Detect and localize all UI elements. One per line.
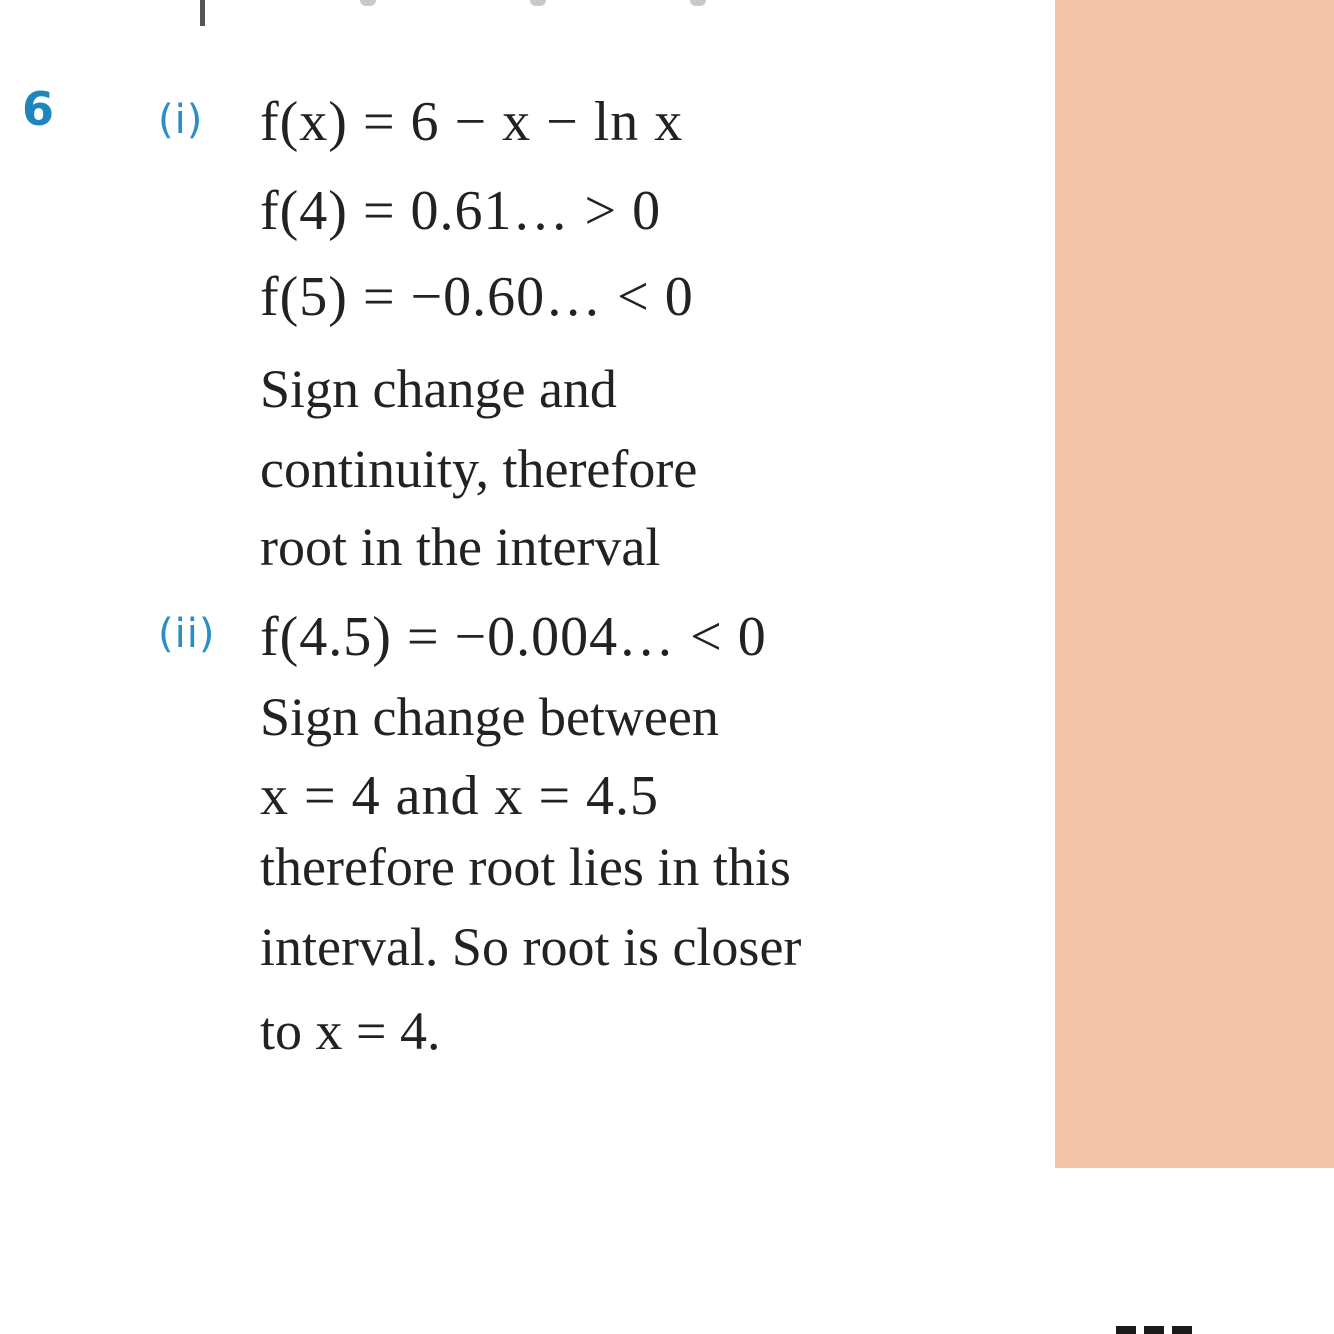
cropped-glyph-mark — [530, 0, 546, 6]
cropped-glyph-mark — [1144, 1326, 1164, 1334]
answer-line: Sign change and — [260, 359, 617, 419]
answer-line: therefore root lies in this — [260, 837, 791, 897]
cropped-rule-mark — [200, 0, 205, 26]
answer-line: root in the interval — [260, 517, 661, 577]
answer-line: continuity, therefore — [260, 439, 698, 499]
part-label-ii: (ii) — [158, 611, 216, 657]
cropped-glyph-mark — [1172, 1326, 1192, 1334]
answer-line: x = 4 and x = 4.5 — [260, 765, 660, 827]
question-number: 6 — [22, 82, 55, 136]
answer-line: f(5) = −0.60… < 0 — [260, 266, 694, 328]
margin-panel — [1055, 0, 1334, 1168]
top-cropped-marks — [200, 0, 720, 30]
answer-line: interval. So root is closer — [260, 917, 802, 977]
part-label-i: (i) — [158, 97, 204, 143]
cropped-glyph-mark — [360, 0, 376, 6]
cropped-glyph-mark — [690, 0, 706, 6]
answer-line: to x = 4. — [260, 1001, 441, 1061]
answer-line: Sign change between — [260, 687, 719, 747]
bottom-cropped-marks — [1116, 1326, 1206, 1334]
answer-line: f(4.5) = −0.004… < 0 — [260, 606, 767, 668]
answer-line: f(4) = 0.61… > 0 — [260, 180, 662, 242]
answer-line: f(x) = 6 − x − ln x — [260, 91, 684, 153]
cropped-glyph-mark — [1116, 1326, 1136, 1334]
